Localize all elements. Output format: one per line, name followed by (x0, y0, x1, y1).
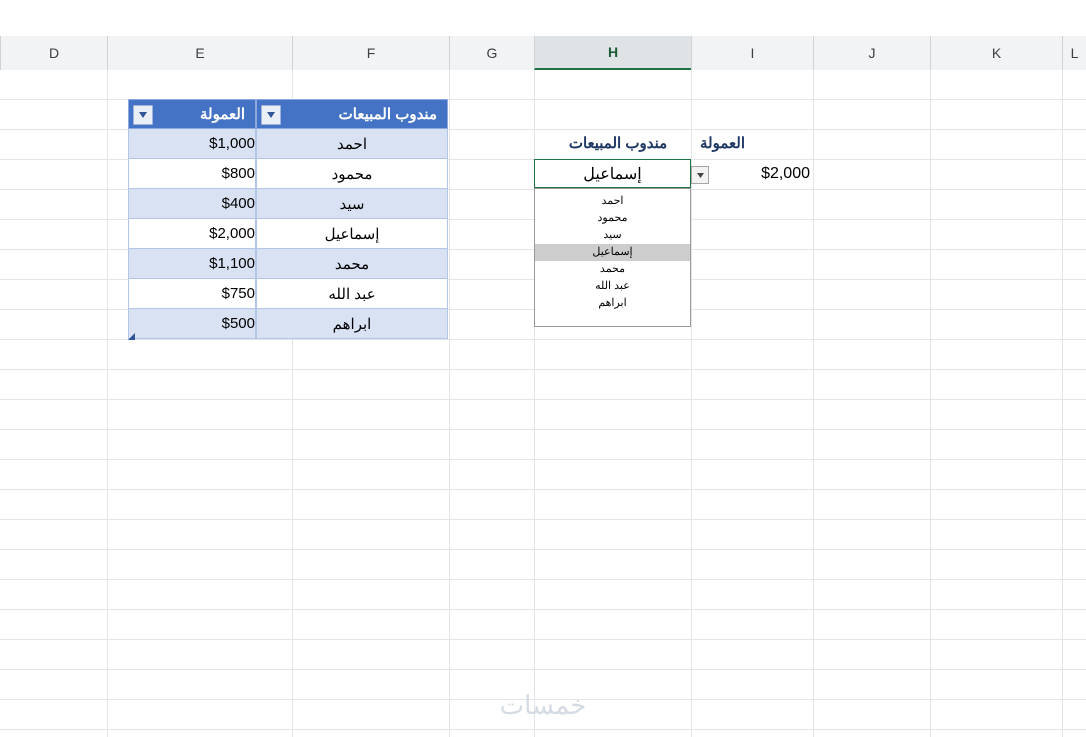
cell-salesperson[interactable]: سيد (256, 189, 448, 219)
dropdown-option[interactable]: احمد (601, 195, 624, 207)
cell-salesperson[interactable]: محمود (256, 159, 448, 189)
gridline-horizontal (0, 399, 1086, 400)
cell-commission[interactable]: $750 (128, 279, 256, 309)
gridline-vertical (813, 70, 814, 737)
gridline-horizontal (0, 459, 1086, 460)
column-header-j[interactable]: J (813, 36, 930, 70)
gridline-vertical (930, 70, 931, 737)
salesperson-dropdown-list[interactable] (534, 188, 691, 327)
column-header-l[interactable]: L (1062, 36, 1086, 70)
column-header-f[interactable]: F (292, 36, 449, 70)
column-header-g[interactable]: G (449, 36, 534, 70)
dropdown-option[interactable]: محمود (597, 212, 628, 224)
table-row[interactable] (128, 279, 448, 309)
table-row[interactable] (128, 249, 448, 279)
gridline-horizontal (0, 549, 1086, 550)
column-header-e[interactable]: E (107, 36, 292, 70)
watermark-text: خمسات (499, 690, 587, 720)
column-header-k[interactable]: K (930, 36, 1062, 70)
gridline-horizontal (0, 579, 1086, 580)
table-row[interactable] (128, 189, 448, 219)
lookup-salesperson-label: مندوب المبيعات (568, 135, 668, 152)
filter-dropdown-icon-salesperson[interactable] (261, 105, 281, 125)
table-header-commission[interactable] (128, 99, 256, 129)
gridline-horizontal (0, 369, 1086, 370)
gridline-vertical (1062, 70, 1063, 737)
table-header-commission-label: العمولة (199, 106, 245, 123)
column-header-i[interactable]: I (691, 36, 813, 70)
dropdown-option[interactable]: سيد (603, 229, 622, 241)
dropdown-option-selected[interactable]: إسماعيل (535, 244, 690, 261)
table-header-row (128, 99, 448, 129)
lookup-commission-label: العمولة (700, 135, 746, 152)
cell-commission[interactable]: $800 (128, 159, 256, 189)
cell-commission[interactable]: $1,000 (128, 129, 256, 159)
filter-dropdown-icon-commission[interactable] (133, 105, 153, 125)
salesperson-dropdown-value: إسماعيل (583, 165, 642, 183)
cell-salesperson[interactable]: احمد (256, 129, 448, 159)
table-row[interactable] (128, 219, 448, 249)
dropdown-option[interactable]: عبد الله (595, 280, 630, 292)
gridline-horizontal (0, 729, 1086, 730)
gridline-horizontal (0, 339, 1086, 340)
gridline-vertical (449, 70, 450, 737)
lookup-result-value[interactable]: $2,000 (761, 164, 810, 182)
cell-commission[interactable]: $400 (128, 189, 256, 219)
table-row[interactable] (128, 309, 448, 339)
table-resize-handle[interactable] (128, 333, 135, 340)
column-header-h[interactable]: H (534, 36, 691, 70)
table-row[interactable] (128, 129, 448, 159)
table-row[interactable] (128, 159, 448, 189)
dropdown-option[interactable]: ابراهم (598, 297, 627, 309)
cell-salesperson[interactable]: عبد الله (256, 279, 448, 309)
cell-salesperson[interactable]: إسماعيل (256, 219, 448, 249)
salesperson-dropdown-cell[interactable] (534, 159, 691, 188)
gridline-horizontal (0, 669, 1086, 670)
table-header-salesperson-label: مندوب المبيعات (338, 106, 437, 123)
gridline-horizontal (0, 519, 1086, 520)
gridline-horizontal (0, 639, 1086, 640)
gridline-horizontal (0, 609, 1086, 610)
gridline-horizontal (0, 489, 1086, 490)
column-header-d[interactable]: D (0, 36, 107, 70)
cell-commission[interactable]: $500 (128, 309, 256, 339)
gridline-horizontal (0, 429, 1086, 430)
cell-salesperson[interactable]: ابراهم (256, 309, 448, 339)
cell-salesperson[interactable]: محمد (256, 249, 448, 279)
gridline-vertical (107, 70, 108, 737)
dropdown-option[interactable]: محمد (599, 263, 626, 275)
cell-commission[interactable]: $1,100 (128, 249, 256, 279)
table-header-salesperson[interactable] (256, 99, 448, 129)
commission-table (128, 99, 448, 339)
cell-commission[interactable]: $2,000 (128, 219, 256, 249)
